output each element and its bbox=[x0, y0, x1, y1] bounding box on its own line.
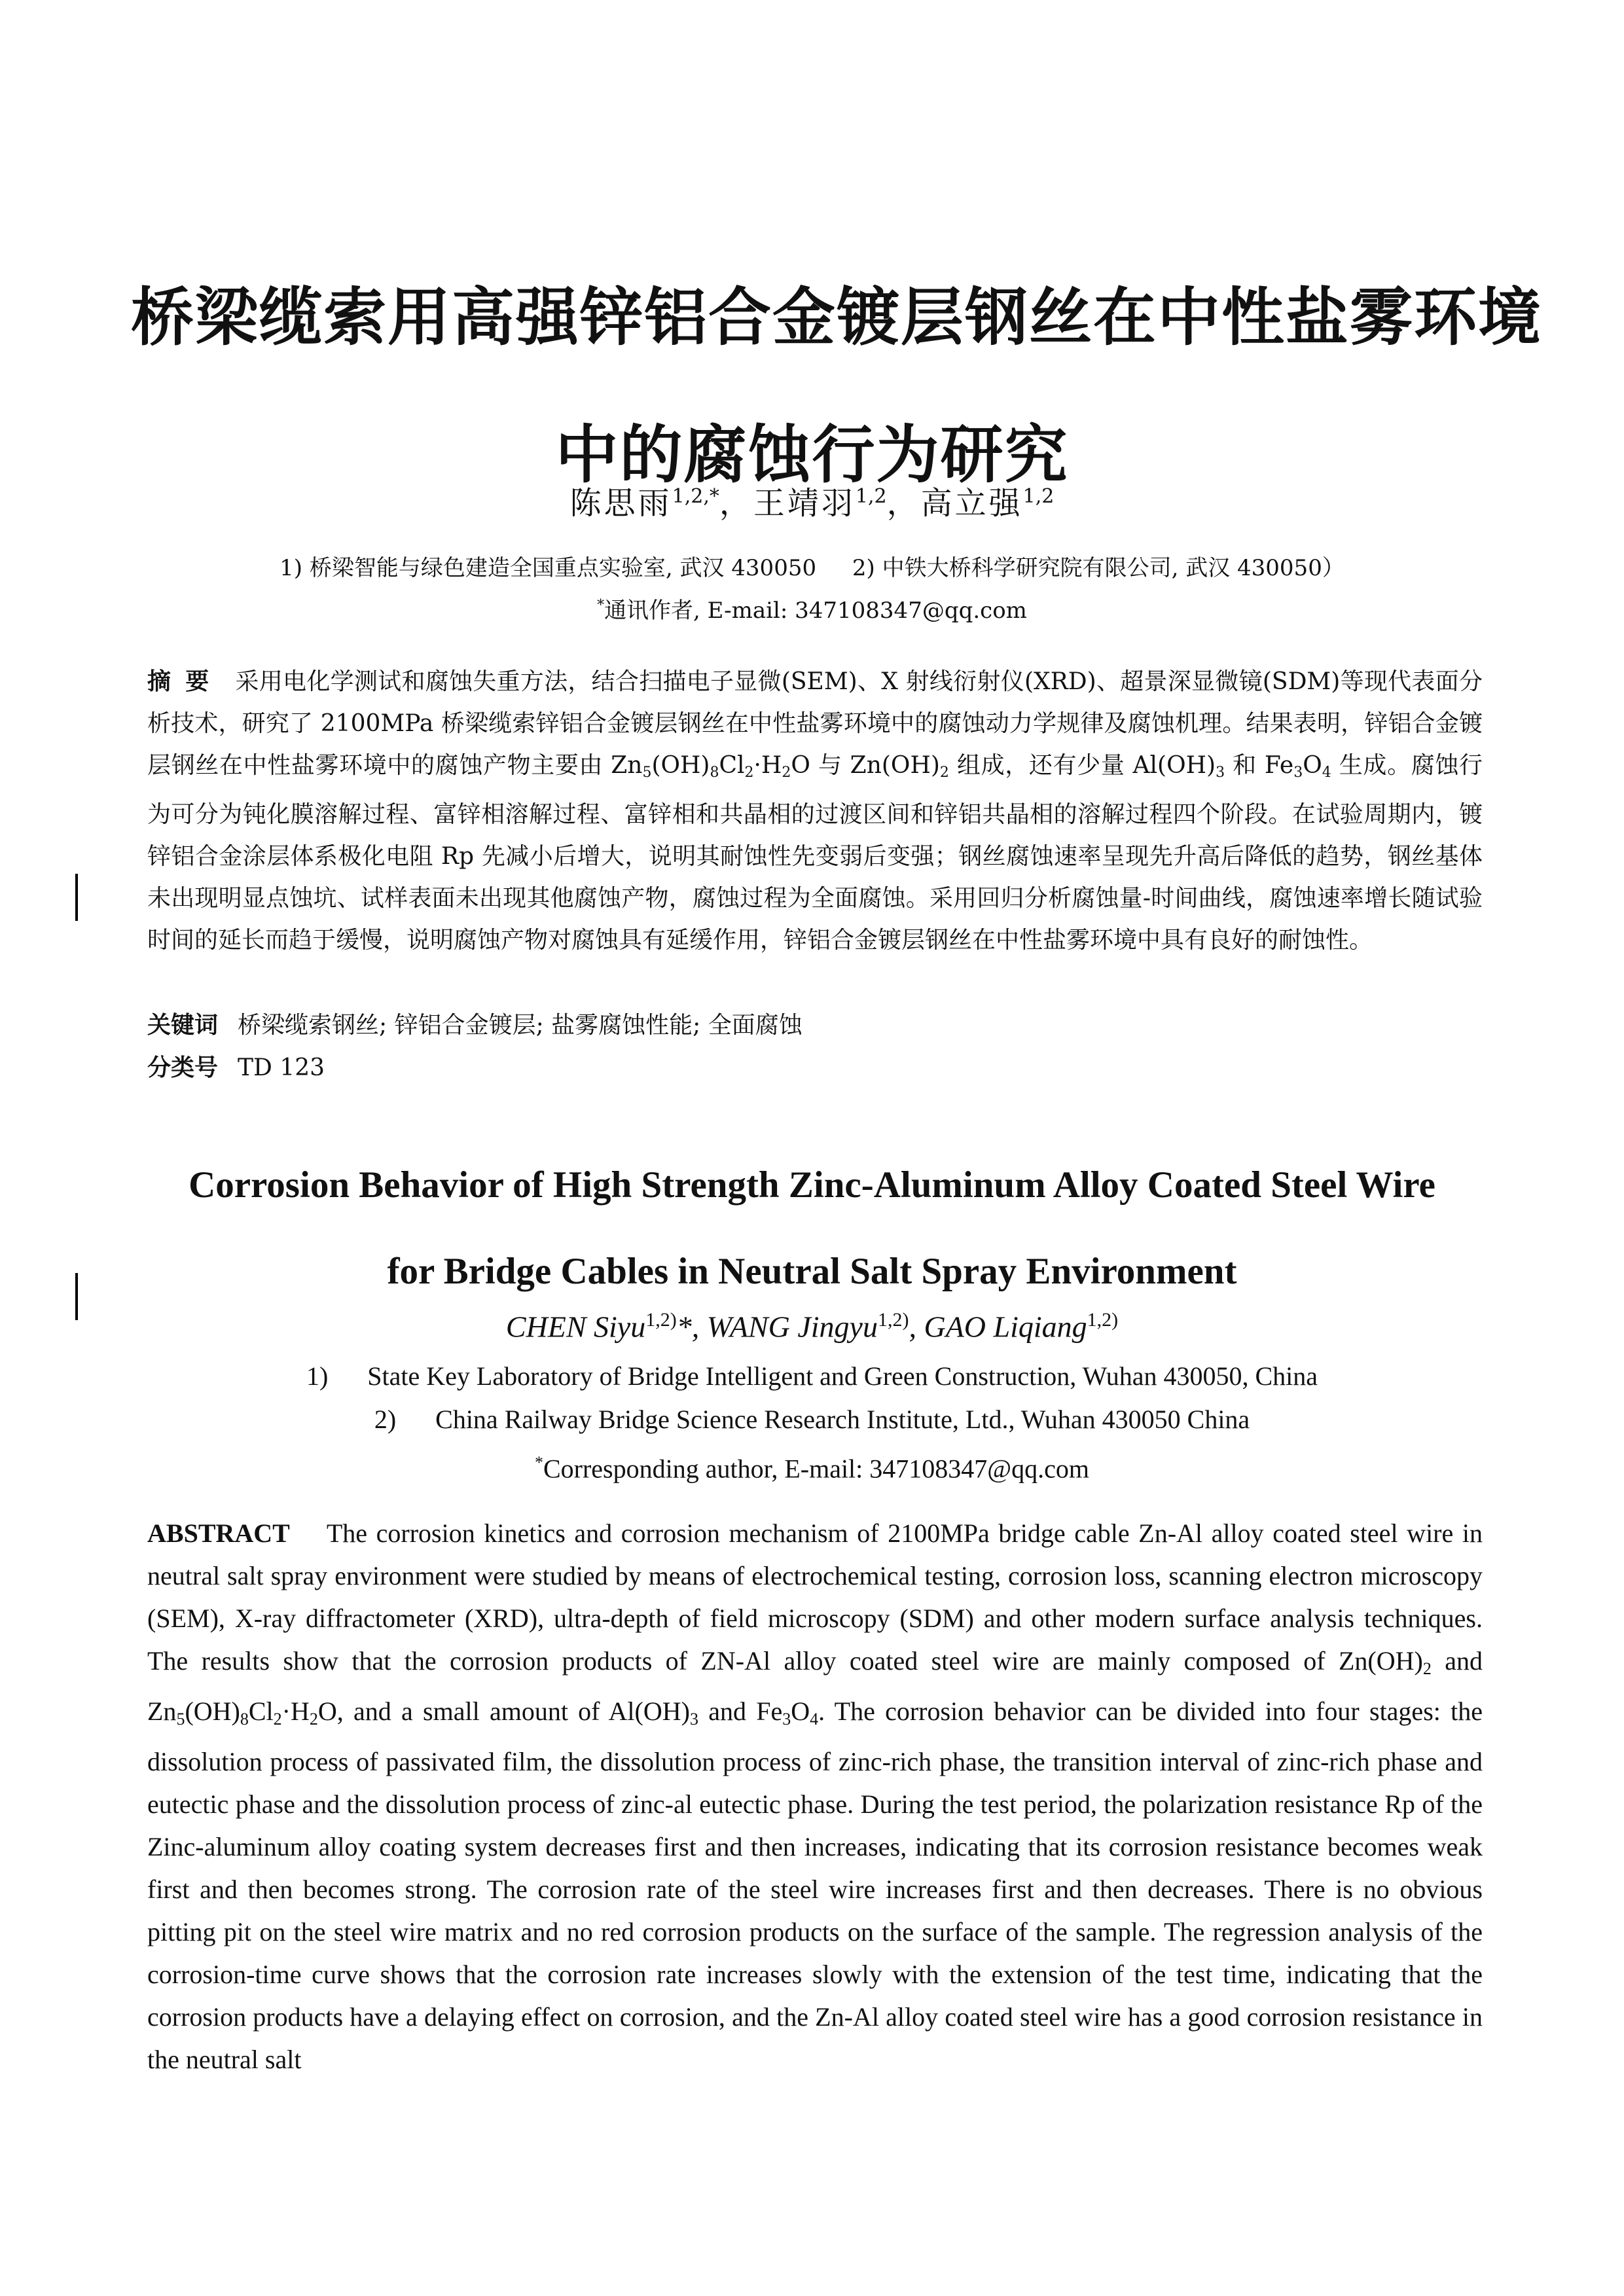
author-name: 王靖羽 bbox=[753, 485, 856, 522]
author-separator: , bbox=[909, 1310, 924, 1344]
author-name: 陈思雨 bbox=[569, 485, 672, 522]
chinese-keywords bbox=[147, 1005, 1483, 1047]
abstract-text: O bbox=[1303, 752, 1322, 779]
abstract-text: . The corrosion behavior can be divided into four stages: the dissolution process of passivated film, the dissolution process of zinc-rich phase, the transition interval of zinc-rich phase and eutectic phase and the dissolution process of zinc-al eutectic phase. During the test period, the polarization resistance Rp of the Zinc-aluminum alloy coating system decreases first and then increases, indicating that its corrosion resistance becomes weak first and then becomes strong. The corrosion rate of the steel wire increases first and then decreases. There is no obvious pitting pit on the steel wire matrix and no red corrosion products on the surface of the sample. The regression analysis of the corrosion-time curve shows that the corrosion rate increases slowly with the extension of the test time, indicating that the corrosion products have a delaying effect on corrosion, and the Zn-Al alloy coated steel wire has a good corrosion resistance in the neutral salt bbox=[147, 1696, 1483, 2074]
email-text: Corresponding author, E-mail: 347108347@qq.com bbox=[543, 1454, 1089, 1484]
abstract-text: 和 Fe bbox=[1225, 752, 1294, 779]
abstract-text: O, and a small amount of Al(OH) bbox=[317, 1696, 690, 1726]
abstract-text: ·H bbox=[753, 752, 782, 779]
subscript: 8 bbox=[710, 764, 719, 781]
email-text: 通讯作者, E-mail: 347108347@qq.com bbox=[604, 598, 1027, 624]
subscript: 2 bbox=[1422, 1659, 1432, 1678]
author-name: GAO Liqiang bbox=[924, 1310, 1087, 1344]
revision-mark bbox=[75, 874, 78, 921]
chinese-title-line-2: 中的腐蚀行为研究 bbox=[555, 418, 1069, 492]
classification-text: TD 123 bbox=[238, 1054, 325, 1081]
chinese-classification bbox=[147, 1047, 1483, 1089]
subscript: 2 bbox=[744, 764, 754, 781]
author-affiliation-mark: 1,2,* bbox=[672, 485, 719, 508]
affiliation-1 bbox=[0, 1355, 1624, 1398]
english-authors bbox=[0, 1309, 1624, 1344]
chinese-abstract bbox=[147, 661, 1483, 961]
abstract-text: Cl bbox=[248, 1696, 274, 1726]
abstract-text: ·H bbox=[281, 1696, 310, 1726]
author-affiliation-mark: 1,2 bbox=[855, 485, 887, 508]
english-title-line-1: Corrosion Behavior of High Strength Zinc-Aluminum Alloy Coated Steel Wire bbox=[189, 1164, 1435, 1206]
keywords-text: 桥梁缆索钢丝; 锌铝合金镀层; 盐雾腐蚀性能; 全面腐蚀 bbox=[238, 1012, 803, 1039]
author-name: WANG Jingyu bbox=[706, 1310, 878, 1344]
chinese-authors bbox=[0, 478, 1624, 523]
affiliation-text: State Key Laboratory of Bridge Intelligent and Green Construction, Wuhan 430050, China bbox=[367, 1361, 1318, 1391]
english-corresponding-email bbox=[0, 1441, 1624, 1490]
abstract-text: (OH) bbox=[185, 1696, 240, 1726]
author-affiliation-mark: 1,2) bbox=[1087, 1309, 1119, 1331]
abstract-text: (OH) bbox=[651, 752, 710, 779]
abstract-text: 生成。腐蚀行为可分为钝化膜溶解过程、富锌相溶解过程、富锌相和共晶相的过渡区间和锌铝共晶相的溶解过程四个阶段。在试验周期内，镀锌铝合金涂层体系极化电阻 Rp 先减小后增大，说明其耐蚀性先变弱后变强；钢丝腐蚀速率呈现先升高后降低的趋势，钢丝基体未出现明显点蚀坑、试样表面未出现其他腐蚀产物，腐蚀过程为全面腐蚀。采用回归分析腐蚀量-时间曲线，腐蚀速率增长随试验时间的延长而趋于缓慢，说明腐蚀产物对腐蚀具有延缓作用，锌铝合金镀层钢丝在中性盐雾环境中具有良好的耐蚀性。 bbox=[147, 752, 1483, 954]
abstract-text: 采用电化学测试和腐蚀失重方法，结合扫描电子显微(SEM)、X 射线衍射仪(XRD)、超景深显微镜(SDM)等现代表面分析技术，研究了 2100MPa 桥梁缆索锌铝合金镀层钢丝在中性盐雾环境中的腐蚀动力学规律及腐蚀机理。结果表明，锌铝合金镀层钢丝在中性盐雾环境中的腐蚀产物主要由 Zn bbox=[147, 668, 1483, 779]
keywords-label: 关键词 bbox=[147, 1012, 219, 1039]
subscript: 3 bbox=[1293, 764, 1303, 781]
chinese-affiliations bbox=[0, 550, 1624, 582]
subscript: 3 bbox=[1216, 764, 1225, 781]
english-title-line-2: for Bridge Cables in Neutral Salt Spray Environment bbox=[387, 1251, 1237, 1292]
english-title bbox=[0, 1142, 1624, 1315]
author-separator: ， bbox=[719, 485, 753, 522]
abstract-text: and Fe bbox=[698, 1696, 783, 1726]
affiliation-2: 2) 中铁大桥科学研究院有限公司, 武汉 430050） bbox=[852, 555, 1344, 581]
english-affiliations bbox=[0, 1355, 1624, 1490]
subscript: 2 bbox=[309, 1710, 318, 1729]
subscript: 2 bbox=[273, 1710, 282, 1729]
subscript: 4 bbox=[1322, 764, 1331, 781]
affiliation-text: China Railway Bridge Science Research Institute, Ltd., Wuhan 430050 China bbox=[435, 1405, 1250, 1434]
affiliation-number: 2) bbox=[374, 1405, 397, 1434]
abstract-label: ABSTRACT bbox=[147, 1518, 290, 1548]
subscript: 2 bbox=[939, 764, 949, 781]
english-abstract bbox=[147, 1512, 1483, 2081]
author-affiliation-mark: 1,2) bbox=[645, 1309, 677, 1331]
author-affiliation-mark: 1,2) bbox=[877, 1309, 909, 1331]
affiliation-number: 1) bbox=[306, 1361, 329, 1391]
affiliation-1: 1) 桥梁智能与绿色建造全国重点实验室, 武汉 430050 bbox=[280, 555, 817, 581]
chinese-corresponding-email bbox=[0, 592, 1624, 624]
abstract-text: and Zn bbox=[147, 1646, 1483, 1726]
corresponding-star: * bbox=[597, 597, 605, 614]
abstract-text: Cl bbox=[719, 752, 745, 779]
abstract-text: O 与 Zn(OH) bbox=[791, 752, 940, 779]
abstract-label: 摘要 bbox=[147, 668, 224, 695]
affiliation-2 bbox=[0, 1398, 1624, 1441]
author-name: CHEN Siyu bbox=[505, 1310, 646, 1344]
subscript: 2 bbox=[782, 764, 791, 781]
subscript: 5 bbox=[642, 764, 652, 781]
abstract-text: O bbox=[791, 1696, 810, 1726]
subscript: 3 bbox=[689, 1710, 698, 1729]
classification-label: 分类号 bbox=[147, 1054, 219, 1081]
corresponding-star: * bbox=[534, 1453, 543, 1472]
author-separator: ， bbox=[886, 485, 921, 522]
author-separator: *, bbox=[676, 1310, 707, 1344]
chinese-title-line-1: 桥梁缆索用高强锌铝合金镀层钢丝在中性盐雾环境 bbox=[131, 281, 1542, 354]
abstract-text: 组成，还有少量 Al(OH) bbox=[948, 752, 1216, 779]
subscript: 4 bbox=[810, 1710, 819, 1729]
subscript: 8 bbox=[240, 1710, 249, 1729]
abstract-text: The corrosion kinetics and corrosion mechanism of 2100MPa bridge cable Zn-Al alloy coated steel wire in neutral salt spray environment were studied by means of electrochemical testing, corrosion loss, scanning electron microscopy (SEM), X-ray diffractometer (XRD), ultra-depth of field microscopy (SDM) and other modern surface analysis techniques. The results show that the corrosion products of ZN-Al alloy coated steel wire are mainly composed of Zn(OH) bbox=[147, 1518, 1483, 1676]
author-name: 高立强 bbox=[920, 485, 1023, 522]
subscript: 3 bbox=[782, 1710, 791, 1729]
author-affiliation-mark: 1,2 bbox=[1022, 485, 1055, 508]
subscript: 5 bbox=[176, 1710, 185, 1729]
